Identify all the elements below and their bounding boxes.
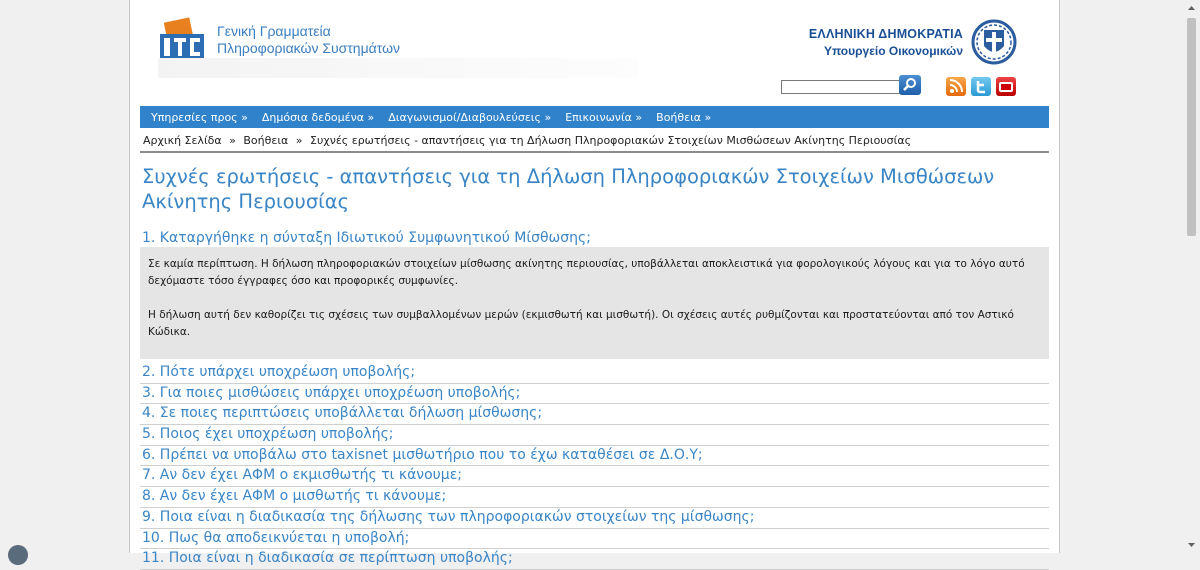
scroll-down-arrow-icon[interactable] (1183, 536, 1200, 553)
twitter-button[interactable] (971, 77, 991, 96)
nav-public-data[interactable]: Δημόσια δεδομένα » (261, 110, 375, 124)
org-name[interactable] (217, 23, 400, 57)
nav-services[interactable]: Υπηρεσίες προς » (151, 110, 248, 124)
nav-contact[interactable]: Επικοινωνία » (565, 110, 643, 124)
faq-question[interactable]: 4. Σε ποιες περιπτώσεις υποβάλλεται δήλωση μίσθωσης; (140, 404, 1049, 425)
rss-icon (946, 77, 966, 96)
youtube-button[interactable] (996, 77, 1016, 96)
faq-question[interactable]: 2. Πότε υπάρχει υποχρέωση υποβολής; (140, 363, 1049, 384)
org-name-line2: Πληροφοριακών Συστημάτων (217, 40, 401, 56)
faq-question[interactable]: 10. Πως θα αποδεικνύεται η υποβολή; (140, 529, 1049, 550)
nav-tenders[interactable]: Διαγωνισμοί/Διαβουλεύσεις » (388, 110, 552, 124)
search-button[interactable] (899, 75, 921, 95)
breadcrumb-help[interactable]: Βοήθεια (243, 134, 289, 147)
answer-paragraph: Η δήλωση αυτή δεν καθορίζει τις σχέσεις των συμβαλλομένων μερών (εκμισθωτή και μισθωτή). Οι σχέσεις αυτές ρυθμίζονται και προστατεύονται από τον Αστικό Κώδικα. (148, 309, 1014, 338)
greek-emblem-icon (969, 18, 1019, 66)
gov-ministry: Υπουργείο Οικονομικών (823, 44, 963, 58)
breadcrumb (143, 134, 915, 147)
chat-widget-icon[interactable] (8, 545, 28, 565)
vertical-scrollbar[interactable] (1183, 0, 1200, 553)
rss-button[interactable] (946, 77, 966, 96)
youtube-icon (996, 77, 1016, 96)
org-name-line1: Γενική Γραμματεία (217, 23, 331, 39)
faq-question[interactable]: 9. Ποια είναι η διαδικασία της δήλωσης των πληροφοριακών στοιχείων της μίσθωσης; (140, 508, 1049, 529)
logo-shadow (158, 58, 638, 78)
scroll-thumb[interactable] (1187, 18, 1196, 236)
faq-question[interactable]: 8. Αν δεν έχει ΑΦΜ ο μισθωτής τι κάνουμε; (140, 487, 1049, 508)
faq-question[interactable]: 7. Αν δεν έχει ΑΦΜ ο εκμισθωτής τι κάνουμε; (140, 466, 1049, 487)
gsis-logo[interactable] (158, 16, 210, 62)
page-title: Συχνές ερωτήσεις - απαντήσεις για τη Δήλωση Πληροφοριακών Στοιχείων Μισθώσεων Ακίνητης Περιουσίας (142, 165, 995, 213)
faq-question[interactable]: 11. Ποια είναι η διαδικασία σε περίπτωση υποβολής; (140, 549, 1049, 570)
breadcrumb-home[interactable]: Αρχική Σελίδα (143, 134, 222, 147)
faq-question[interactable]: 3. Για ποιες μισθώσεις υπάρχει υποχρέωση υποβολής; (140, 384, 1049, 405)
faq-answer (140, 247, 1049, 359)
search-input[interactable] (781, 80, 901, 94)
faq-question[interactable]: 1. Καταργήθηκε η σύνταξη Ιδιωτικού Συμφωνητικού Μίσθωσης; (142, 230, 591, 246)
search-icon (899, 75, 921, 95)
main-nav (140, 106, 1049, 128)
gov-title: ΕΛΛΗΝΙΚΗ ΔΗΜΟΚΡΑΤΙΑ (808, 27, 963, 41)
faq-question[interactable]: 6. Πρέπει να υποβάλω στο taxisnet μισθωτήριο που το έχω καταθέσει σε Δ.Ο.Υ; (140, 446, 1049, 467)
breadcrumb-separator: » (295, 134, 303, 147)
breadcrumb-divider (140, 151, 1049, 153)
page-container (129, 0, 1060, 567)
breadcrumb-current: Συχνές ερωτήσεις - απαντήσεις για τη Δήλωση Πληροφοριακών Στοιχείων Μισθώσεων Ακίνητης Περιουσίας (310, 134, 912, 147)
scroll-up-arrow-icon[interactable] (1183, 0, 1200, 17)
faq-list (140, 229, 1049, 570)
twitter-icon (971, 77, 991, 96)
breadcrumb-separator: » (229, 134, 236, 147)
answer-paragraph: Σε καμία περίπτωση. Η δήλωση πληροφοριακών στοιχείων μίσθωσης ακίνητης περιουσίας, υποβάλλεται αποκλειστικά για φορολογικούς λόγους και για το λόγο αυτό δεχόμαστε τόσο έγγραφες όσο και προφορικές συμφωνίες. (148, 258, 1025, 287)
nav-help[interactable]: Βοήθεια » (656, 110, 712, 124)
government-block (809, 27, 963, 58)
faq-question[interactable]: 5. Ποιος έχει υποχρέωση υποβολής; (140, 425, 1049, 446)
